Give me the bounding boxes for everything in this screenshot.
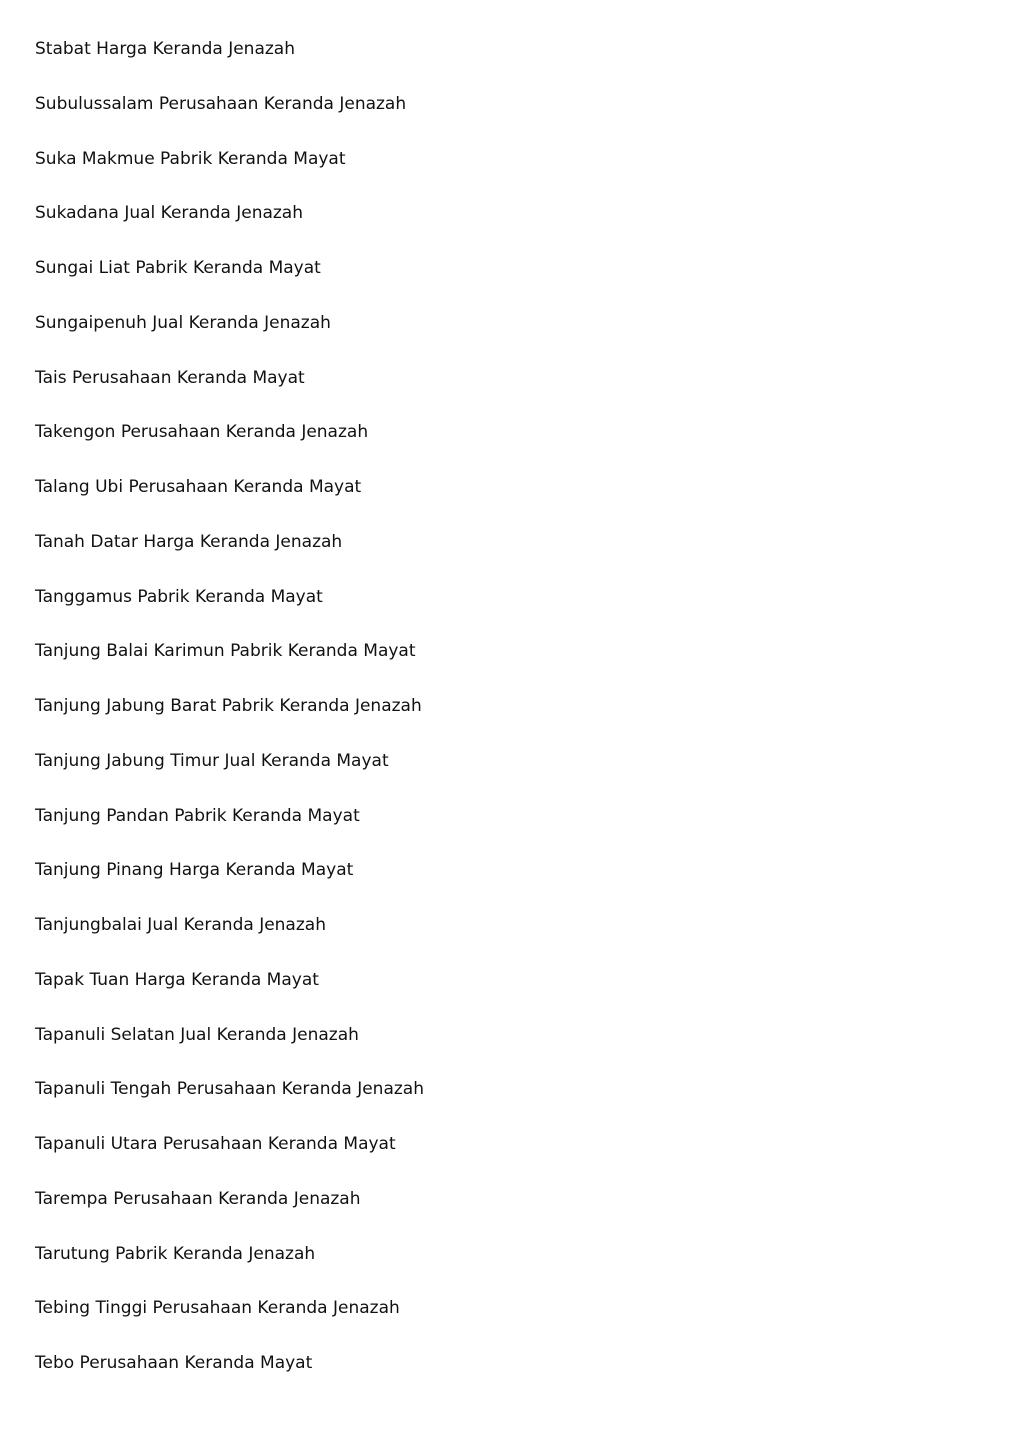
list-item: Tebo Perusahaan Keranda Mayat [35, 1353, 313, 1373]
list-item: Talang Ubi Perusahaan Keranda Mayat [35, 477, 362, 497]
list-item: Sungaipenuh Jual Keranda Jenazah [35, 312, 331, 333]
list-item: Tanjung Jabung Timur Jual Keranda Mayat [35, 750, 389, 771]
list-item: Tanjungbalai Jual Keranda Jenazah [35, 915, 326, 935]
list-item: Tapak Tuan Harga Keranda Mayat [35, 969, 319, 990]
list-item: Tanjung Jabung Barat Pabrik Keranda Jenazah [35, 696, 422, 716]
list-item: Sukadana Jual Keranda Jenazah [35, 203, 303, 224]
list-item: Tarutung Pabrik Keranda Jenazah [35, 1243, 316, 1264]
list-item: Tapanuli Selatan Jual Keranda Jenazah [35, 1024, 359, 1045]
list-item: Tarempa Perusahaan Keranda Jenazah [35, 1188, 361, 1209]
list-item: Tais Perusahaan Keranda Mayat [35, 367, 305, 388]
list-item: Stabat Harga Keranda Jenazah [35, 39, 295, 59]
entry-list [35, 36, 424, 1405]
list-item: Sungai Liat Pabrik Keranda Mayat [35, 258, 321, 278]
list-item: Tapanuli Tengah Perusahaan Keranda Jenazah [35, 1079, 424, 1100]
list-item: Tanjung Pandan Pabrik Keranda Mayat [35, 805, 360, 826]
list-item: Tapanuli Utara Perusahaan Keranda Mayat [35, 1134, 396, 1154]
list-item: Tanah Datar Harga Keranda Jenazah [35, 531, 343, 552]
list-item: Tebing Tinggi Perusahaan Keranda Jenazah [35, 1298, 400, 1319]
list-item: Tanjung Balai Karimun Pabrik Keranda Mayat [35, 641, 416, 662]
list-item: Takengon Perusahaan Keranda Jenazah [35, 422, 369, 443]
list-item: Tanjung Pinang Harga Keranda Mayat [35, 860, 354, 881]
list-item: Subulussalam Perusahaan Keranda Jenazah [35, 93, 407, 114]
list-item: Tanggamus Pabrik Keranda Mayat [35, 586, 323, 607]
list-item: Suka Makmue Pabrik Keranda Mayat [35, 148, 346, 169]
